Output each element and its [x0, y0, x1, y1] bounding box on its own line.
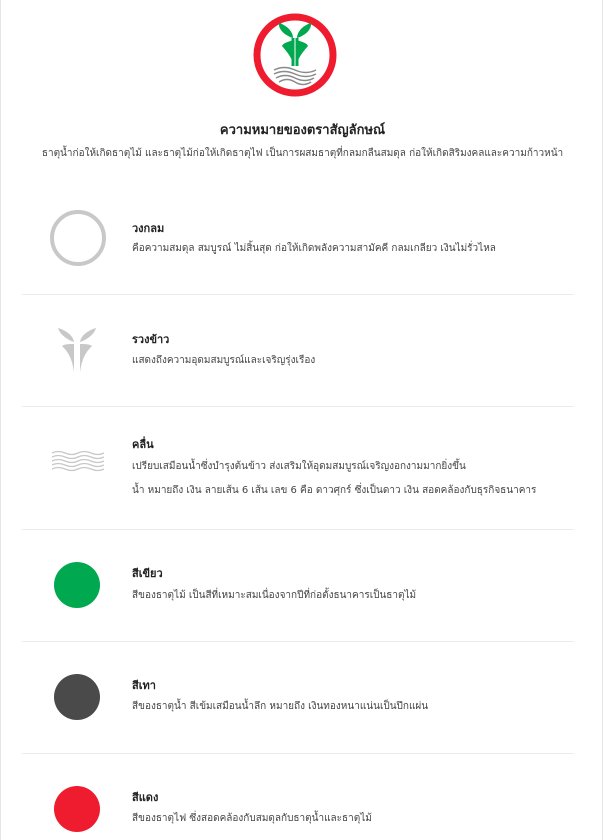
green-dot-icon [53, 561, 101, 609]
circle-outline-icon [48, 208, 108, 268]
divider [22, 753, 574, 754]
page-subtitle: ธาตุน้ำก่อให้เกิดธาตุไม้ และธาตุไม้ก่อให้เกิดธาตุไฟ เป็นการผสมธาตุที่กลมกลืนสมดุล ก่อให้เกิดสิริมงคลและความก้าวหน้า [41, 148, 564, 159]
kbank-logo-icon [252, 12, 338, 98]
item-title-red: สีแดง [132, 791, 159, 804]
wave-lines-icon [52, 450, 104, 472]
item-title-wave: คลื่น [132, 438, 154, 451]
item-desc-red: สีของธาตุไฟ ซึ่งสอดคล้องกับสมดุลกับธาตุน้ำและธาตุไม้ [132, 813, 372, 824]
divider [22, 294, 574, 295]
item-desc-green: สีของธาตุไม้ เป็นสีที่เหมาะสมเนื่องจากปีที่ก่อตั้งธนาคารเป็นธาตุไม้ [132, 590, 417, 601]
item-desc-rice: แสดงถึงความอุดมสมบูรณ์และเจริญรุ่งเรือง [132, 355, 316, 366]
item-desc-wave-1: เปรียบเสมือนน้ำซึ่งบำรุงต้นข้าว ส่งเสริมให้อุดมสมบูรณ์เจริญงอกงามมากยิ่งขึ้น [132, 461, 466, 472]
page-title: ความหมายของตราสัญลักษณ์ [219, 123, 386, 138]
item-title-green: สีเขียว [132, 567, 163, 580]
divider [22, 406, 574, 407]
item-desc-gray: สีของธาตุน้ำ สีเข้มเสมือนน้ำลึก หมายถึง เงินทองหนาแน่นเป็นปึกแผ่น [132, 701, 429, 712]
item-desc-wave-2: น้ำ หมายถึง เงิน ลายเส้น 6 เส้น เลข 6 คือ ดาวศุกร์ ซึ่งเป็นดาว เงิน สอดคล้องกับธุรกิจธนาคาร [132, 485, 537, 496]
item-desc-circle: คือความสมดุล สมบูรณ์ ไม่สิ้นสุด ก่อให้เกิดพลังความสามัคคี กลมเกลียว เงินไม่รั่วไหล [132, 243, 496, 254]
item-title-gray: สีเทา [132, 679, 156, 692]
divider [22, 641, 574, 642]
item-title-rice: รวงข้าว [132, 333, 170, 346]
rice-sprout-icon [54, 326, 100, 376]
divider [22, 529, 574, 530]
gray-dot-icon [53, 673, 101, 721]
item-title-circle: วงกลม [132, 222, 165, 235]
red-dot-icon [53, 785, 101, 833]
